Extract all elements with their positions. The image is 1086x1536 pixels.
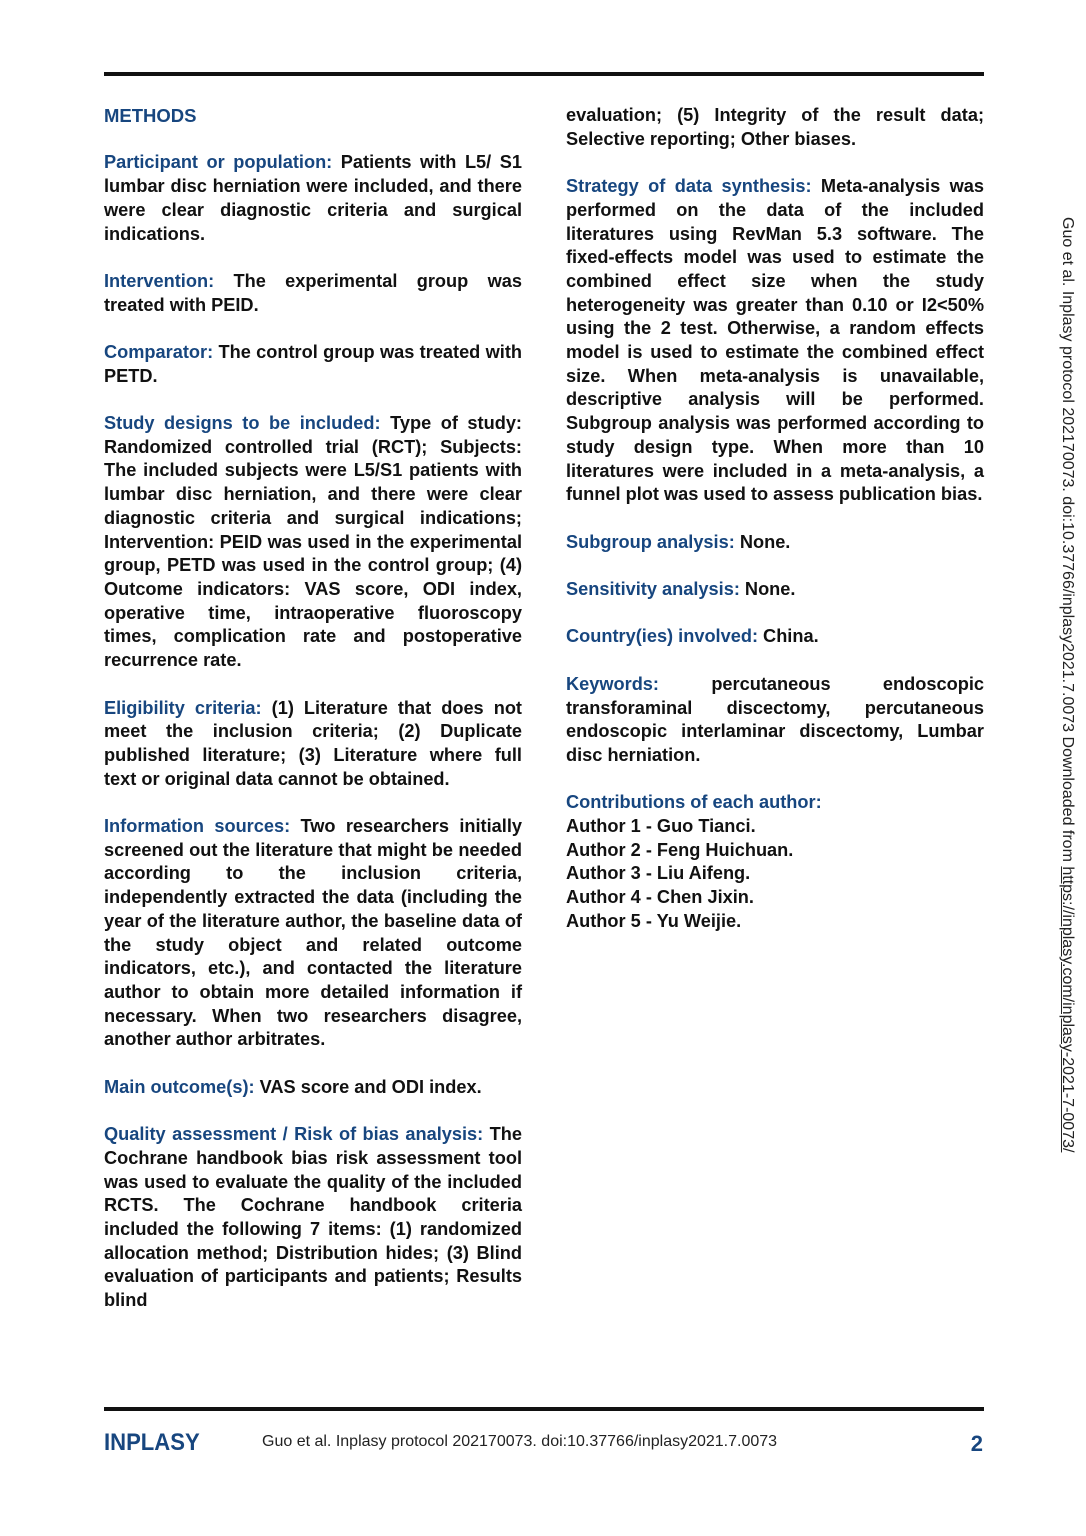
section-text: Patients with L5/ S1 lumbar disc herniation were included, and there were clear diagnostic criteria and surgical indications. xyxy=(104,152,522,244)
section-intervention xyxy=(104,270,522,317)
footer-rule xyxy=(104,1407,984,1411)
methods-heading: METHODS xyxy=(104,105,197,126)
section-sensitivity xyxy=(566,578,984,602)
section-text: (1) Literature that does not meet the inclusion criteria; (2) Duplicate published literature; (3) Literature where full text or original data cannot be obtained. xyxy=(104,697,522,789)
author-item: Author 4 - Chen Jixin. xyxy=(566,887,754,908)
section-data-synthesis xyxy=(566,175,984,507)
section-text: The control group was treated with PETD. xyxy=(104,341,522,386)
section-label: Participant or population: xyxy=(104,152,333,173)
section-comparator xyxy=(104,341,522,388)
section-text: None. xyxy=(739,579,796,600)
section-text: None. xyxy=(734,531,791,552)
section-label: Subgroup analysis: xyxy=(566,531,735,552)
section-text: Two researchers initially screened out the literature that might be needed according to the inclusion criteria, independently extracted the data (including the year of the literature author, the baseline data of the study object and related outcome indicators, etc.), and contacted the literature author to obtain more detailed information if necessary. When two researchers disagree, another author arbitrates. xyxy=(104,816,522,1050)
section-continuation: evaluation; (5) Integrity of the result data; Selective reporting; Other biases. xyxy=(566,105,984,149)
section-label: Intervention: xyxy=(104,270,215,291)
section-label: Keywords: xyxy=(566,673,659,694)
section-study-designs xyxy=(104,412,522,673)
section-subgroup xyxy=(566,531,984,555)
left-column xyxy=(104,104,522,1336)
section-label: Sensitivity analysis: xyxy=(566,579,740,600)
footer-citation: Guo et al. Inplasy protocol 202170073. doi:10.37766/inplasy2021.7.0073 xyxy=(262,1433,778,1450)
section-label: Information sources: xyxy=(104,816,291,836)
section-text: The Cochrane handbook bias risk assessment tool was used to evaluate the quality of the included RCTS. The Cochrane handbook criteria included the following 7 items: (1) randomized allocation method; Distribution hides; (3) Blind evaluation of participants and patients; Results blind xyxy=(104,1124,522,1311)
section-label: Eligibility criteria: xyxy=(104,697,262,718)
section-text: China. xyxy=(758,626,819,647)
download-link[interactable]: https://inplasy.com/inplasy-2021-7-0073/ xyxy=(1059,866,1076,1153)
section-countries xyxy=(566,625,984,649)
header-rule xyxy=(104,72,984,76)
contributions-label: Contributions of each author: xyxy=(566,792,822,813)
section-participants xyxy=(104,151,522,246)
footer-brand-logo: INPLASY xyxy=(104,1429,200,1456)
section-label: Quality assessment / Risk of bias analysis: xyxy=(104,1124,484,1145)
side-download-note xyxy=(1052,217,1076,1307)
section-text: VAS score and ODI index. xyxy=(254,1076,482,1097)
section-text: percutaneous endoscopic transforaminal discectomy, percutaneous endoscopic interlaminar discectomy, Lumbar disc herniation. xyxy=(566,673,984,765)
section-quality-assessment xyxy=(104,1123,522,1313)
right-column xyxy=(566,104,984,934)
section-contributions xyxy=(566,791,984,933)
section-label: Study designs to be included: xyxy=(104,413,381,434)
author-item: Author 2 - Feng Huichuan. xyxy=(566,839,794,860)
section-eligibility xyxy=(104,697,522,792)
author-item: Author 3 - Liu Aifeng. xyxy=(566,863,751,884)
section-label: Main outcome(s): xyxy=(104,1076,255,1097)
section-text: The experimental group was treated with PEID. xyxy=(104,270,522,315)
page-number: 2 xyxy=(970,1431,983,1456)
section-main-outcomes xyxy=(104,1076,522,1100)
author-item: Author 1 - Guo Tianci. xyxy=(566,816,756,836)
side-note-text: Guo et al. Inplasy protocol 202170073. doi:10.37766/inplasy2021.7.0073 Downloaded from xyxy=(1059,217,1076,867)
section-information-sources xyxy=(104,815,522,1052)
section-label: Comparator: xyxy=(104,341,214,362)
section-text: Type of study: Randomized controlled trial (RCT); Subjects: The included subjects were L5/S1 patients with lumbar disc herniation, and there were clear diagnostic criteria and surgical indications; Intervention: PEID was used in the experimental group, PETD was used in the control group; (4) Outcome indicators: VAS score, ODI index, operative time, intraoperative fluoroscopy times, complication rate and postoperative recurrence rate. xyxy=(104,413,522,671)
author-item: Author 5 - Yu Weijie. xyxy=(566,910,742,931)
section-label: Strategy of data synthesis: xyxy=(566,176,812,197)
section-text: Meta-analysis was performed on the data of the included literatures using RevMan 5.3 software. The fixed-effects model was used to estimate the combined effect size when the study heterogeneity was greater than 0.10 or I2<50% using the 2 test. Otherwise, a random effects model is used to estimate the combined effect size. When meta-analysis is unavailable, descriptive analysis will be performed. Subgroup analysis was performed according to study design type. When more than 10 literatures were included in a meta-analysis, a funnel plot was used to assess publication bias. xyxy=(566,176,984,505)
section-label: Country(ies) involved: xyxy=(566,626,758,647)
section-keywords xyxy=(566,673,984,768)
